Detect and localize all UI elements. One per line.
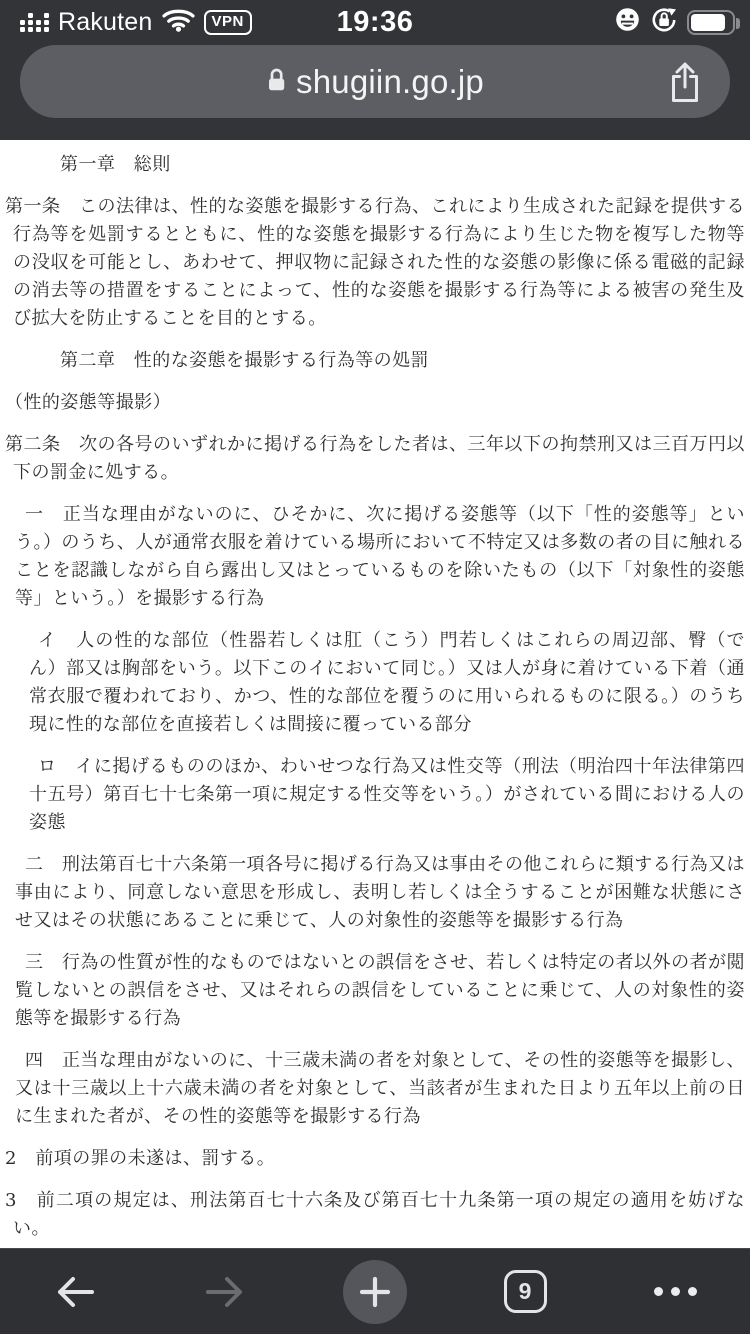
tab-count: 9 [518,1278,532,1304]
law-chapter-heading: 第一章 総則 [60,154,171,175]
browser-header [0,0,750,140]
status-bar [0,0,750,44]
law-paragraph-3: 3 前二項の規定は、刑法第百七十六条及び第百七十九条第一項の規定の適用を妨げない。 [5,1190,745,1239]
forward-button[interactable] [150,1249,300,1334]
law-paragraph-2: 2 前項の罪の未遂は、罰する。 [5,1148,276,1169]
new-tab-button[interactable] [300,1249,450,1334]
law-item-4: 四 正当な理由がないのに、十三歳未満の者を対象として、その性的姿態等を撮影し、又は十三歳以上十六歳未満の者を対象として、当該者が生まれた日より五年以上前の日に生まれた者が、その性的姿態等を撮影する行為 [15,1050,745,1127]
law-item-3: 三 行為の性質が性的なものではないとの誤信をさせ、若しくは特定の者以外の者が閲覧しないとの誤信をさせ、又はそれらの誤信をしていることに乗じて、人の対象性的姿態等を撮影する行為 [15,952,745,1029]
tab-switcher-button[interactable] [450,1249,600,1334]
more-menu-button[interactable] [600,1249,750,1334]
law-subitem-i: イ 人の性的な部位（性器若しくは肛（こう）門若しくはこれらの周辺部、臀（でん）部又は胸部をいう。以下このイにおいて同じ。）又は人が身に着けている下着（通常衣服で覆われており、かつ、性的な部位を覆うのに用いられるものに限る。）のうち現に性的な部位を直接若しくは間接に覆っている部分 [29,630,745,735]
tab-switcher-icon [504,1270,547,1313]
more-icon [654,1287,697,1296]
browser-toolbar [0,1248,750,1334]
carrier-label: Rakuten [58,7,153,36]
emoji-face-icon [614,6,641,38]
new-tab-icon [343,1260,407,1324]
law-article-caption: （性的姿態等撮影） [5,392,172,413]
vpn-badge: VPN [204,10,252,35]
back-button[interactable] [0,1249,150,1334]
law-subitem-ro: ロ イに掲げるもののほか、わいせつな行為又は性交等（刑法（明治四十年法律第四十五号）第百七十七条第一項に規定する性交等をいう。）がされている間における人の姿態 [29,756,745,833]
domain-wrap [266,63,484,101]
law-chapter-heading: 第二章 性的な姿態を撮影する行為等の処罰 [60,350,429,371]
status-right-cluster [614,0,742,44]
status-time: 19:36 [336,5,414,38]
orientation-lock-icon [650,6,678,39]
address-bar[interactable] [20,45,730,118]
lock-icon [266,66,287,98]
web-page-content [0,140,750,1248]
url-domain: shugiin.go.jp [296,62,484,100]
law-item-2: 二 刑法第百七十六条第一項各号に掲げる行為又は事由その他これらに類する行為又は事由により、同意しない意思を形成し、表明し若しくは全うすることが困難な状態にさせ又はその状態にあることに乗じて、人の対象性的姿態等を撮影する行為 [15,854,745,931]
battery-icon [687,10,735,35]
back-icon [52,1272,98,1312]
law-article-1: 第一条 この法律は、性的な姿態を撮影する行為、これにより生成された記録を提供する行為等を処罰するとともに、性的な姿態を撮影する行為により生じた物を複写した物等の没収を可能とし、あわせて、押収物に記録された性的な姿態の影像に係る電磁的記録の消去等の措置をすることによって、性的な姿態を撮影する行為等による被害の発生及び拡大を防止することを目的とする。 [5,196,745,329]
law-item-1: 一 正当な理由がないのに、ひそかに、次に掲げる姿態等（以下「性的姿態等」という。）のうち、人が通常衣服を着けている場所において不特定又は多数の者の目に触れることを認識しながら自ら露出し又はとっているものを除いたもの（以下「対象性的姿態等」という。）を撮影する行為 [15,504,745,609]
law-article-2: 第二条 次の各号のいずれかに掲げる行為をした者は、三年以下の拘禁刑又は三百万円以下の罰金に処する。 [5,434,745,483]
forward-icon [202,1272,248,1312]
share-icon[interactable] [662,59,708,105]
